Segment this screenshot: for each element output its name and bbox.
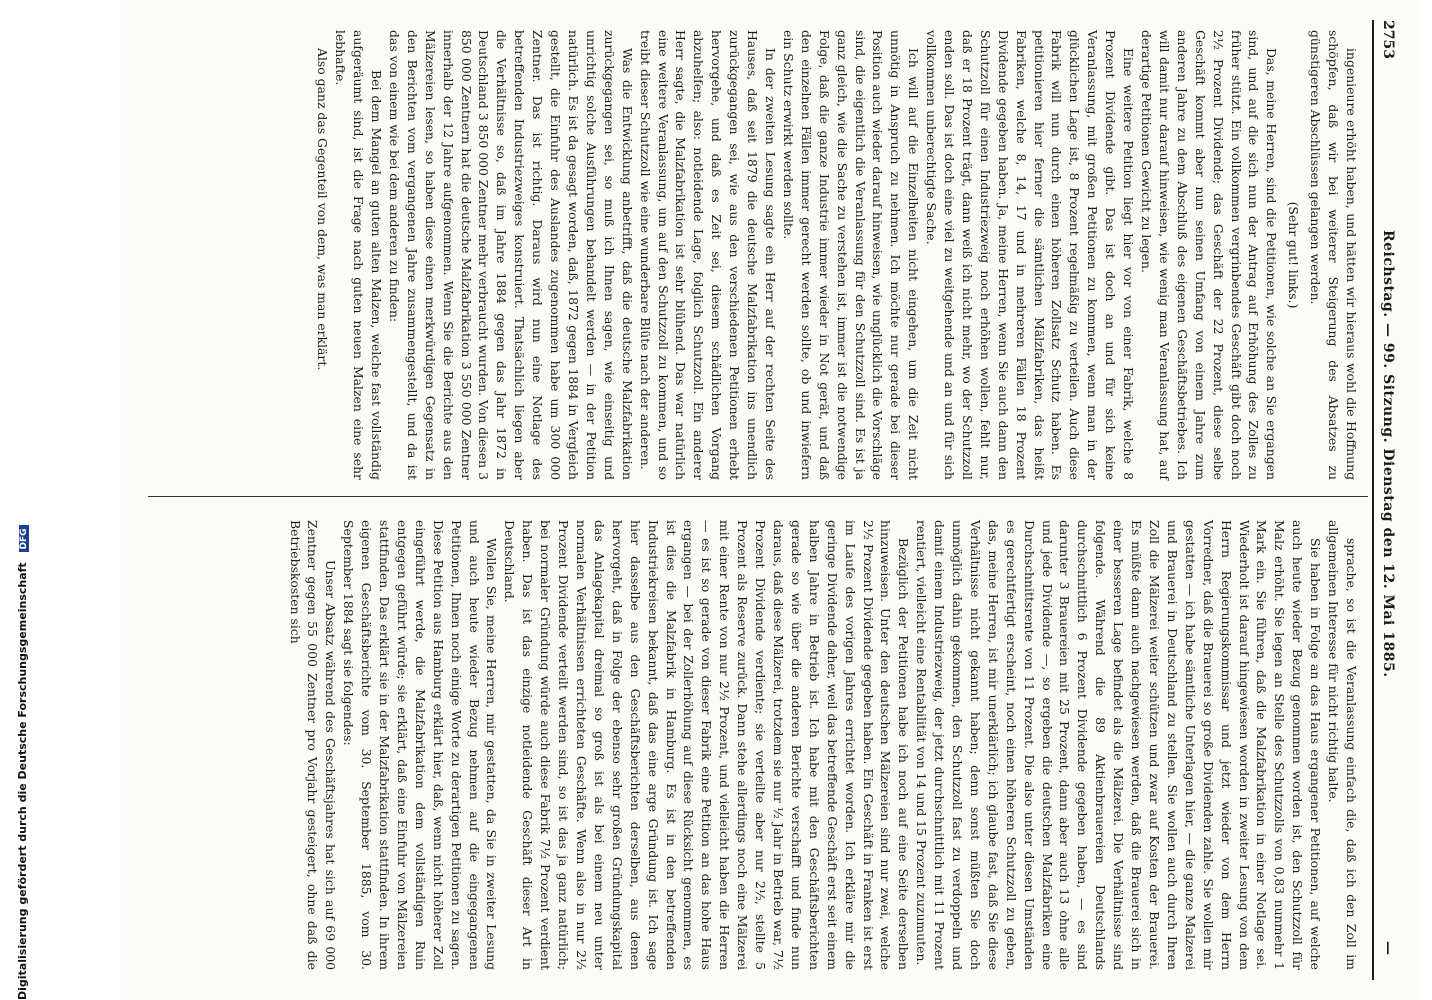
paragraph: Eine weitere Petition liegt hier vor von einer Fabrik, welche 8 Prozent Dividende gibt. Das ist doch an und für sich keine Veranlassung, mit großen Petitionen zu kommen, wenn man in der glücklichen Lage ist, 8 Prozent regelmäßig zu verteilen. Auch diese Fabrik will nun durch einen höheren Zollsatz Schutz haben. Es petitionieren hier ferner die sämtlichen Mälzfabriken, das heißt Fabriken, welche 8, 14, 17 und in mehreren Fällen 18 Prozent Dividende gegeben haben. Ja, meine Herren, wenn Sie auch dann den Schutzzoll für einen Industriezweig noch erhöhen wollen, fehlt nur, daß er 18 Prozent trägt, dann weiß ich nicht mehr, wo der Schutzzoll enden soll. Das ist doch eine viel zu weitgehende und an und für sich vollkommen unberechtigte Sache. [924, 30, 1137, 480]
paragraph: Das, meine Herren, sind die Petitionen, wie solche an Sie ergangen sind, und auf die sich nun der Antrag auf Erhöhung des Zolles zu früher stützt. Ein vollkommen vergrinbendes Geschäft gibt doch noch 2½ Prozent Dividende; das Geschäft der 22 Prozent, diese selbe Geschäft kommt aber nun seinen Umfang von einem Jahre zum anderen Jahre zu dem Abschluß des eigenen Geschäftsbetriebes. Ich will damit nur darauf hinweisen, wie wenig man Veranlassung hat, auf derartige Petitionen Gewicht zu legen. [1139, 30, 1280, 480]
left-column [313, 30, 1360, 480]
paragraph: ingenieure erhöht haben, und hätten wir hieraus wohl die Hoffnung schöpfen, daß wir bei weiterer Steigerung des Absatzes zu günstigeren Abschlüssen gelangen werden. [1308, 30, 1359, 480]
document-page [120, 0, 1420, 1000]
paragraph: Ich will auf die Einzelheiten nicht eingehen, um die Zeit nicht unnötig in Anspruch zu nehmen. Ich möchte nur gerade bei dieser Position auch wieder darauf hinweisen, wie unglücklich die Vorschläge sind, die eigentlich die Veranlassung für den Schutzzoll sind. Es ist ja ganz gleich, wie die Sache zu verstehen ist, immer ist die notwendige Folge, daß die ganze Industrie immer wieder in Not gerät, und daß den einzelnen Fällen immer gerecht werden sollte, ob und inwiefern ein Schutz erwirkt werden sollte. [780, 30, 922, 480]
head-rule [1372, 20, 1374, 980]
caption-text: Digitalisierung gefördert durch die Deutsche Forschungsgemeinschaft [16, 562, 29, 1000]
paragraph: In der zweiten Lesung sagte ein Herr auf der rechten Seite des Hauses, daß seit 1879 die deutsche Malzfabrikation ins unendlich zurückgegangen sei, wie aus den verschiedenen Petitionen erhebt hervorgehe, und daß es Zeit sei, diesem schädlichen Vorgang abzuhelfen; also: notleidende Lage, folglich Schutzzoll. Ein anderer Herr sagte, die Malzfabrikation ist sehr blühend. Das war natürlich eine weitere Veranlassung, um auf den Schutzzoll zu kommen, und so treibt dieser Schutzzoll wie eine wunderbare Blüte nach der anderen. [637, 30, 778, 480]
column-divider [148, 496, 1368, 497]
page-number: 2753 [1380, 20, 1396, 59]
dfg-logo: DFG [19, 525, 29, 552]
paragraph: Was die Entwicklung anbetrifft, daß die deutsche Malzfabrikation zurückgegangen sei, so muß ich Ihnen sagen, wie einseitig und unrichtig solche Ausführungen behandelt werden — in der Petition natürlich. Es ist da gesagt worden, daß, 1872 gegen 1884 in Vergleich gestellt, die Einfuhr des Auslandes zugenommen habe um 300 000 Zentner. Das ist richtig. Daraus wird nun eine Notlage des betreffenden Industriezweiges konstruiert. Thatsächlich liegen aber die Verhältnisse so, daß im Jahre 1884 gegen das Jahr 1872 in Deutschland 3 850 000 Zentner mehr verbraucht wurden. Von diesen 3 850 000 Zentnern hat die deutsche Malzfabrikation 3 550 000 Zentner innerhalb der 12 Jahre aufgenommen. Wenn Sie die Berichte aus den Mälzereien lesen, so haben diese einen merkwürdigen Gegensatz in den Berichten vom vergangenen Jahre zusammengestellt, und da ist das von einem wie bei dem anderen zu finden: [386, 30, 635, 480]
digitization-caption [16, 0, 29, 1000]
paragraph: Sie haben in Folge an das Haus ergangener Petitionen, auf welche auch heute wieder Bezug genommen worden ist, den Schutzzoll für Malz erhöht. Sie legen an Stelle des Schutzzolls von 0,83 nunmehr 1 Mark ein. Sie führen, daß die Malzfabrikation in einer Notlage sei. Wiederholt ist darauf hingewiesen worden in zweiter Lesung von dem Herrn Regierungskommissar und jetzt wieder von dem Herrn Vorredner, daß die Brauerei so große Dividenden zahle. Sie wollen mir gestatten — ich habe sämtliche Unterlagen hier, — die ganze Malzerei und Brauerei in Deutschland zu stellen. Sie wollen auch durch Ihren Zoll die Mälzerei weiter schützen und zwar auf Kosten der Brauerei. Es müßte dann auch nachgewiesen werden, daß die Brauerei sich in einer besseren Lage befindet als die Mälzerei. Die Verhältnisse sind folgende. Während die 89 Aktienbrauereien Deutschlands durchschnittlich 6 Prozent Dividende gegeben haben, — es sind darunter 3 Brauereien mit 25 Prozent, dann aber auch 13 ohne alle und jede Dividende —, so ergeben die deutschen Malzfabriken eine Durchschnittsrente von 11 Prozent. Die also unter diesen Umständen es gerechtfertigt erscheint, noch einen höheren Schutzzoll zu geben, das, meine Herren, ist mir unerklärlich; ich glaube fast, daß Sie diese Verhältnisse nicht gekannt haben; denn sonst müßten Sie doch unmöglich dahin gekommen, den Schutzzoll fast zu verdoppeln und damit einem Industriezweig, der jetzt durchschnittlich mit 11 Prozent rentiert, vielleicht eine Rentabilität von 14 und 15 Prozent zuzumuten. [914, 520, 1324, 970]
paragraph: Bezüglich der Petitionen habe ich noch auf eine Seite derselben hinzuweisen. Unter den deutschen Mälzereien sind nur zwei, welche 2½ Prozent Dividende gegeben haben. Ein Geschäft in Franken ist erst im Laufe des vorigen Jahres errichtet worden. Ich erkläre mir die geringe Dividende daher, weil das betreffende Geschäft erst seit einem halben Jahre in Betrieb ist. Ich habe mit den Geschäftsberichten gerade so wie über die anderen Berichte verschafft und finde nun daraus, daß diese Mälzerei, trotzdem sie nur ½ Jahr in Betrieb war, 7½ Prozent Dividende verdiente; sie verteilte aber nur 2½, stellte 5 Prozent als Reserve zurück. Dann stehe allerdings noch eine Mälzerei mit einer Rente von nur 2½ Prozent, und vielleicht haben die Herren — es ist so gerade von dieser Fabrik eine Petition an das hohe Haus ergangen — bei der Zollerhöhung auf diese Rücksicht genommen, es ist dies die Malzfabrik in Hamburg. Es ist in den betreffenden Industriekreisen bekannt, daß das eine arge Gründung ist. Ich sage hier dasselbe aus den Geschäftsberichten derselben, aus denen hervorgeht, daß in Folge der ebenso sehr großen Gründungskapital das Anlagekapital dreimal so groß ist als bei einem neu unter normalen Verhältnissen errichteten Geschäfte. Wenn also in nur 2½ Prozent Dividende verteilt werden sind, so ist das ja ganz natürlich; bei normaler Gründung würde auch diese Fabrik 7½ Prozent verdient haben. Das ist das einzige notleidende Geschäft dieser Art in Deutschland. [502, 520, 912, 970]
right-column [286, 520, 1360, 970]
quotation: Bei dem Mangel an guten alten Malzen, welche fast vollständig aufgeräumt sind, ist die Frage nach guten neuen Malzen eine sehr lebhafte. [333, 30, 385, 480]
running-head-title: Reichstag. — 99. Sitzung. Dienstag den 12. Mai 1885. [1380, 230, 1396, 678]
running-head [1374, 20, 1402, 980]
interjection: (Sehr gut! links.) [1286, 201, 1302, 309]
paragraph: Also ganz das Gegenteil von dem, was man erklärt. [315, 48, 331, 371]
running-head-dash: — [1380, 941, 1396, 955]
paragraph: sprache, so ist die Veranlassung einfach die, daß ich den Zoll im allgemeinen Interesse für nicht richtig halte. [1326, 520, 1359, 970]
quotation: Unser Absatz während des Geschäftsjahres hat sich auf 69 000 Zentner gegen 55 000 Zentner pro Vorjahr gesteigert, ohne daß die Betriebskosten sich [287, 520, 339, 970]
paragraph: Wollen Sie, meine Herren, mir gestatten, da Sie in zweiter Lesung und auch heute wieder Bezug nehmen auf die eingegangenen Petitionen, Ihnen noch einige Worte zu derartigen Petitionen zu sagen. Diese Petition aus Hamburg erklärt hier, daß, wenn nicht höherer Zoll eingeführt werde, die Malzfabrikation dem vollständigen Ruin entgegen geführt würde; sie erklärt, daß eine Einfuhr von Mälzereien stattfinden. Das erklärt sie in der Malzfabrikation stattfinden. In ihrem eigenen Geschäftsberichte vom 30. September 1885, vom 30. September 1884 sagt sie folgendes: [341, 520, 500, 970]
